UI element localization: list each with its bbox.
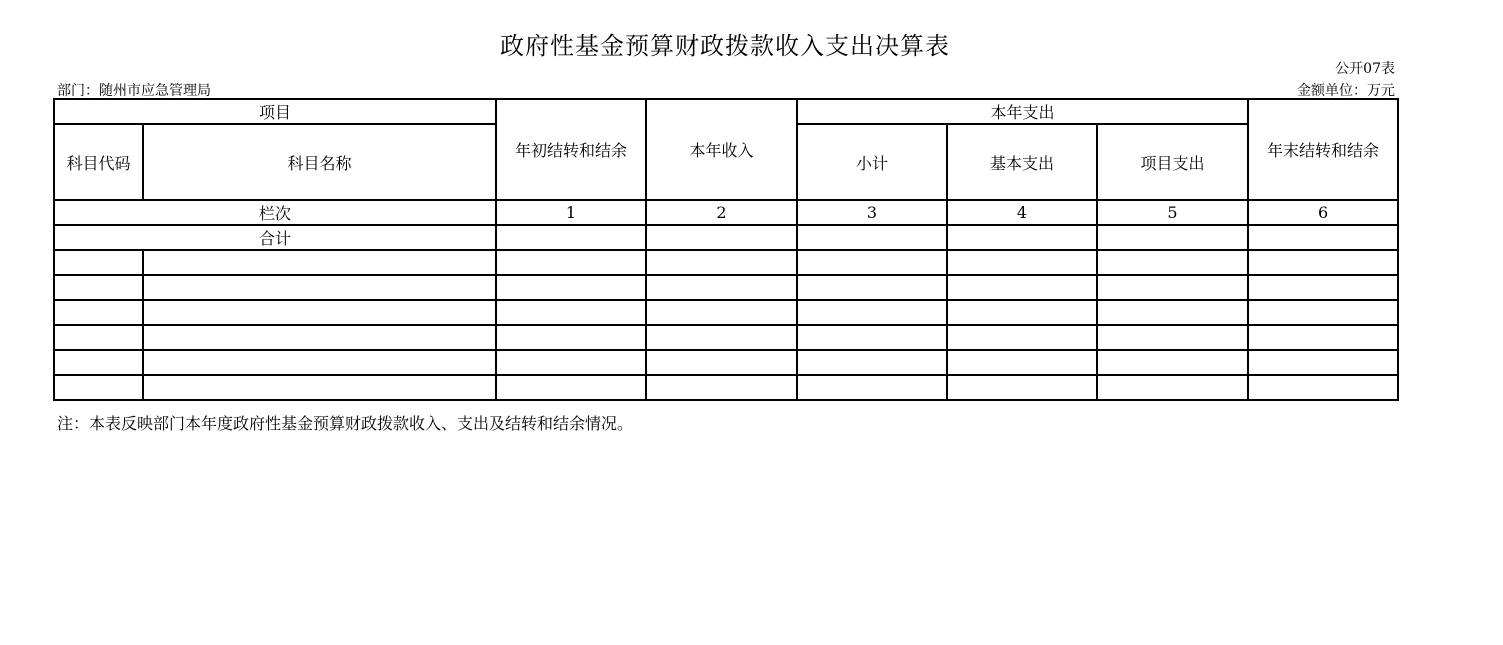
index-col: 5 (1097, 200, 1248, 225)
header-opening-balance: 年初结转和结余 (496, 99, 646, 200)
table-cell (947, 250, 1097, 275)
index-col: 6 (1248, 200, 1398, 225)
total-cell (496, 225, 646, 250)
total-cell (1097, 225, 1248, 250)
table-cell (646, 275, 797, 300)
table-cell (797, 300, 947, 325)
table-cell (54, 350, 143, 375)
table-cell (496, 325, 646, 350)
table-cell (947, 275, 1097, 300)
table-cell (947, 300, 1097, 325)
header-subtotal: 小计 (797, 124, 947, 200)
table-cell (54, 325, 143, 350)
table-cell (947, 375, 1097, 400)
header-closing-balance: 年末结转和结余 (1248, 99, 1398, 200)
table-row (54, 325, 1398, 350)
table-cell (947, 350, 1097, 375)
table-cell (143, 275, 496, 300)
table-row (54, 300, 1398, 325)
index-col: 1 (496, 200, 646, 225)
table-cell (1097, 300, 1248, 325)
header-code: 科目代码 (54, 124, 143, 200)
table-cell (54, 300, 143, 325)
header-basic: 基本支出 (947, 124, 1097, 200)
total-row (54, 225, 1398, 250)
total-cell (947, 225, 1097, 250)
total-cell (797, 225, 947, 250)
header-project: 项目支出 (1097, 124, 1248, 200)
table-cell (496, 375, 646, 400)
table-cell (1248, 275, 1398, 300)
table-note: 注：本表反映部门本年度政府性基金预算财政拨款收入、支出及结转和结余情况。 (57, 414, 634, 433)
table-cell (54, 250, 143, 275)
table-cell (646, 250, 797, 275)
table-row (54, 275, 1398, 300)
fund-budget-table (53, 98, 1399, 401)
index-col: 4 (947, 200, 1097, 225)
table-row (54, 375, 1398, 400)
total-cell (1248, 225, 1398, 250)
table-cell (797, 250, 947, 275)
table-cell (496, 350, 646, 375)
department-label: 部门：随州市应急管理局 (57, 83, 211, 99)
total-cell (646, 225, 797, 250)
table-cell (143, 375, 496, 400)
table-cell (1097, 375, 1248, 400)
form-code: 公开07表 (1335, 61, 1395, 77)
total-row-label: 合计 (54, 225, 496, 250)
table-cell (797, 350, 947, 375)
header-name: 科目名称 (143, 124, 496, 200)
header-item: 项目 (54, 99, 496, 124)
table-cell (646, 375, 797, 400)
table-cell (797, 325, 947, 350)
index-col: 3 (797, 200, 947, 225)
table-cell (646, 300, 797, 325)
header-income: 本年收入 (646, 99, 797, 200)
table-cell (496, 275, 646, 300)
table-cell (143, 350, 496, 375)
table-cell (1097, 325, 1248, 350)
table-cell (143, 300, 496, 325)
table-cell (1097, 250, 1248, 275)
table-cell (1248, 375, 1398, 400)
table-cell (143, 325, 496, 350)
table-cell (947, 325, 1097, 350)
table-cell (1248, 325, 1398, 350)
index-row (54, 200, 1398, 225)
amount-unit-label: 金额单位：万元 (1297, 83, 1395, 99)
table-cell (1248, 250, 1398, 275)
table-cell (1097, 275, 1248, 300)
table-cell (797, 375, 947, 400)
table-cell (1248, 300, 1398, 325)
table-row (54, 250, 1398, 275)
table-row (54, 350, 1398, 375)
table-cell (1097, 350, 1248, 375)
table-cell (496, 300, 646, 325)
table-cell (143, 250, 496, 275)
table-cell (1248, 350, 1398, 375)
table-cell (496, 250, 646, 275)
table-cell (54, 375, 143, 400)
index-row-label: 栏次 (54, 200, 496, 225)
table-cell (797, 275, 947, 300)
table-cell (646, 325, 797, 350)
index-col: 2 (646, 200, 797, 225)
header-expenditure: 本年支出 (797, 99, 1248, 124)
table-cell (646, 350, 797, 375)
page-title: 政府性基金预算财政拨款收入支出决算表 (500, 32, 950, 60)
table-cell (54, 275, 143, 300)
